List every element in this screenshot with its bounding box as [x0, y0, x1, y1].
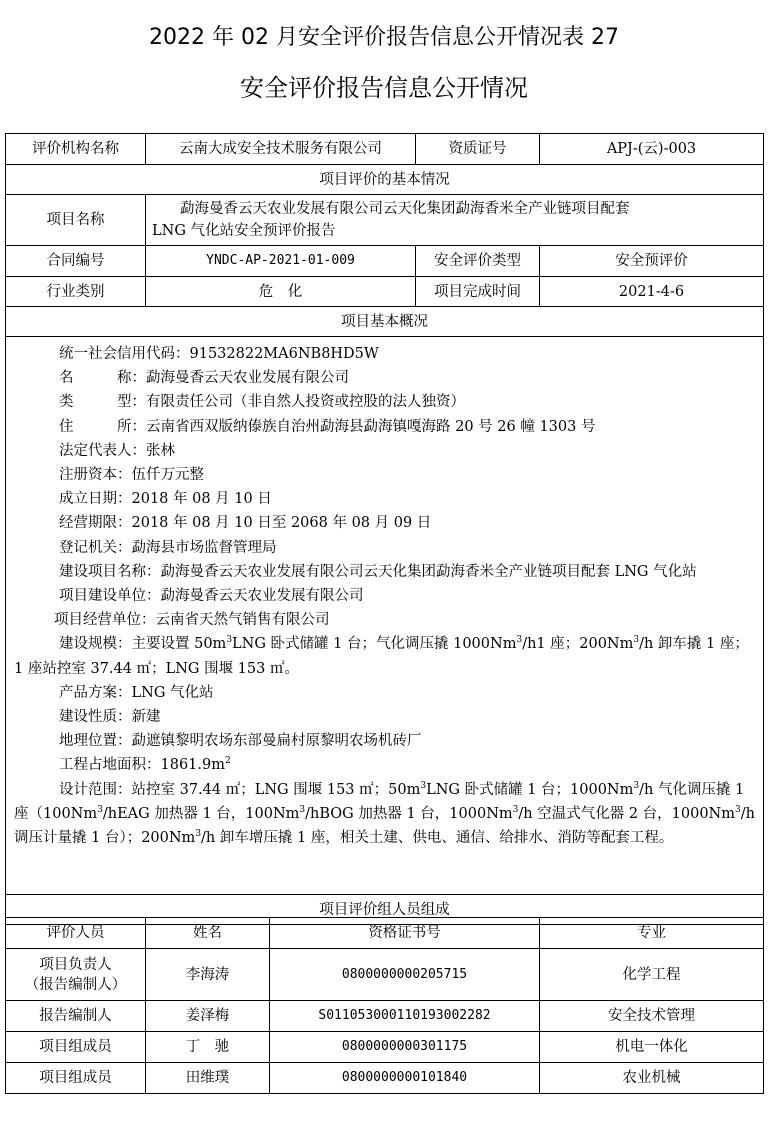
- project-name-label: 项目名称: [6, 195, 146, 246]
- team-name: 田维璞: [146, 1063, 270, 1094]
- scale-text-b: LNG 卧式储罐 1 台；气化调压撬 1000Nm: [232, 636, 517, 653]
- team-cert: 0800000000205715: [270, 949, 540, 1001]
- team-row: [6, 949, 764, 1001]
- team-name: 姜泽梅: [146, 1001, 270, 1032]
- team-role: 报告编制人: [6, 1001, 146, 1032]
- overview-section-title: 项目基本概况: [6, 307, 764, 337]
- area-text: 工程占地面积：1861.9m: [59, 757, 225, 774]
- team-table: [5, 917, 764, 1094]
- company-type-key: 类 型：: [59, 394, 146, 411]
- team-role: 项目组成员: [6, 1063, 146, 1094]
- company-address-value: 云南省西双版纳傣族自治州勐海县勐海镇嘎海路 20 号 26 幢 1303 号: [146, 418, 596, 435]
- design-text-d: /hEAG 加热器 1 台，100Nm: [102, 805, 300, 822]
- org-label: 评价机构名称: [6, 134, 146, 165]
- team-major: 安全技术管理: [540, 1001, 764, 1032]
- team-row: [6, 1001, 764, 1032]
- design-text-c: /h 气化调压撬 1 座（100Nm: [14, 781, 745, 822]
- company-address: [14, 415, 755, 439]
- page-title: 2022 年 02 月安全评价报告信息公开情况表 27: [149, 25, 619, 50]
- basic-section-title: 项目评价的基本情况: [6, 165, 764, 195]
- scale-text-d: /h 卸车撬 1 座；1 座站控室 37.44 ㎡；LNG 围堰 153 ㎡。: [14, 636, 749, 677]
- team-major: 化学工程: [540, 949, 764, 1001]
- legal-rep: 法定代表人：张林: [59, 442, 175, 459]
- team-header-role: 评价人员: [6, 918, 146, 949]
- company-address-key: 住 所：: [59, 418, 146, 435]
- sup-3: 3: [735, 805, 741, 816]
- company-name-key: 名 称：: [59, 370, 146, 387]
- design-text-h: /h 卸车增压撬 1 座，相关土建、供电、通信、给排水、消防等配套工程。: [201, 830, 674, 847]
- company-type-value: 有限责任公司（非自然人投资或控股的法人独资）: [146, 394, 465, 411]
- design-text-f: /h 空温式气化器 2 台，1000Nm: [518, 805, 735, 822]
- team-cert: 0800000000301175: [270, 1032, 540, 1063]
- team-name: 丁 驰: [146, 1032, 270, 1063]
- sup-3: 3: [516, 635, 523, 646]
- project-name-line2: LNG 气化站安全预评价报告: [152, 223, 336, 239]
- industry-label: 行业类别: [6, 277, 146, 307]
- geo-location: 地理位置：勐遮镇黎明农场东部曼扁村原黎明农场机砖厂: [59, 733, 422, 750]
- overview-content: [6, 337, 764, 895]
- basic-section-row: [6, 165, 764, 195]
- construction-project-name: 建设项目名称：勐海曼香云天农业发展有限公司云天化集团勐海香米全产业链项目配套 LNG 气化站: [59, 563, 697, 580]
- team-major: 农业机械: [540, 1063, 764, 1094]
- team-header-row: [6, 918, 764, 949]
- registered-capital: 注册资本：伍仟万元整: [59, 467, 204, 484]
- design-text-e: /hBOG 加热器 1 台，1000Nm: [305, 805, 513, 822]
- overview-row: [6, 337, 764, 895]
- sup-3: 3: [633, 635, 640, 646]
- design-text-g: /h 调压计量撬 1 台）；200Nm: [14, 805, 755, 847]
- sup-3: 3: [420, 780, 427, 791]
- registration-authority: 登记机关：勐海县市场监督管理局: [59, 539, 277, 556]
- sup-3: 3: [299, 805, 306, 816]
- team-name: 李海涛: [146, 949, 270, 1001]
- company-name-value: 勐海曼香云天农业发展有限公司: [146, 370, 349, 387]
- team-role: 项目组成员: [6, 1032, 146, 1063]
- construction-scale: [14, 632, 755, 680]
- org-value: 云南大成安全技术服务有限公司: [146, 134, 416, 165]
- scale-text-c: /h1 座；200Nm: [522, 636, 634, 653]
- project-name-value: [146, 195, 764, 246]
- land-area: [14, 753, 755, 777]
- construction-unit: 项目建设单位：勐海曼香云天农业发展有限公司: [59, 588, 364, 605]
- team-header-cert: 资格证书号: [270, 918, 540, 949]
- construction-nature: 建设性质：新建: [59, 709, 161, 726]
- team-row: [6, 1063, 764, 1094]
- project-name-line1: 勐海曼香云天农业发展有限公司云天化集团勐海香米全产业链项目配套: [180, 201, 630, 217]
- finish-label: 项目完成时间: [416, 277, 540, 307]
- contract-value: YNDC-AP-2021-01-009: [146, 246, 416, 277]
- org-row: [6, 134, 764, 165]
- sup-2: 2: [225, 756, 231, 767]
- sup-3: 3: [97, 805, 103, 816]
- team-cert: 0800000000101840: [270, 1063, 540, 1094]
- disclosure-table: [5, 133, 764, 925]
- operating-unit: 项目经营单位：云南省天然气销售有限公司: [54, 612, 330, 629]
- team-header-major: 专业: [540, 918, 764, 949]
- finish-value: 2021-4-6: [540, 277, 764, 307]
- business-term: 经营期限：2018 年 08 月 10 日至 2068 年 08 月 09 日: [59, 515, 432, 532]
- team-role: [6, 949, 146, 1001]
- team-section-title: 项目评价组人员组成: [6, 895, 764, 925]
- project-name-row: [6, 195, 764, 246]
- founded-date: 成立日期：2018 年 08 月 10 日: [59, 491, 272, 508]
- team-major: 机电一体化: [540, 1032, 764, 1063]
- contract-row: [6, 246, 764, 277]
- company-name: [14, 366, 755, 390]
- credit-code: 统一社会信用代码：91532822MA6NB8HD5W: [59, 346, 379, 362]
- overview-section-row: [6, 307, 764, 337]
- design-scope: [14, 778, 755, 851]
- team-cert: S011053000110193002282: [270, 1001, 540, 1032]
- sup-3: 3: [633, 780, 640, 791]
- cert-label: 资质证号: [416, 134, 540, 165]
- sup-3: 3: [512, 805, 519, 816]
- eval-type-label: 安全评价类型: [416, 246, 540, 277]
- team-header-name: 姓名: [146, 918, 270, 949]
- industry-row: [6, 277, 764, 307]
- contract-label: 合同编号: [6, 246, 146, 277]
- industry-value: 危 化: [146, 277, 416, 307]
- team-role-line2: （报告编制人）: [24, 976, 127, 993]
- page-subtitle: 安全评价报告信息公开情况: [240, 74, 528, 102]
- sup-3: 3: [195, 829, 202, 840]
- cert-value: APJ-(云)-003: [540, 134, 764, 165]
- team-row: [6, 1032, 764, 1063]
- sup-3: 3: [226, 635, 233, 646]
- design-text-b: LNG 卧式储罐 1 台；1000Nm: [426, 781, 634, 798]
- scale-text-a: 建设规模：主要设置 50m: [59, 636, 227, 653]
- product-plan: 产品方案：LNG 气化站: [59, 684, 214, 701]
- team-role-line1: 项目负责人: [39, 956, 112, 973]
- design-text-a: 设计范围：站控室 37.44 ㎡；LNG 围堰 153 ㎡；50m: [59, 781, 421, 798]
- company-type: [14, 390, 755, 414]
- eval-type-value: 安全预评价: [540, 246, 764, 277]
